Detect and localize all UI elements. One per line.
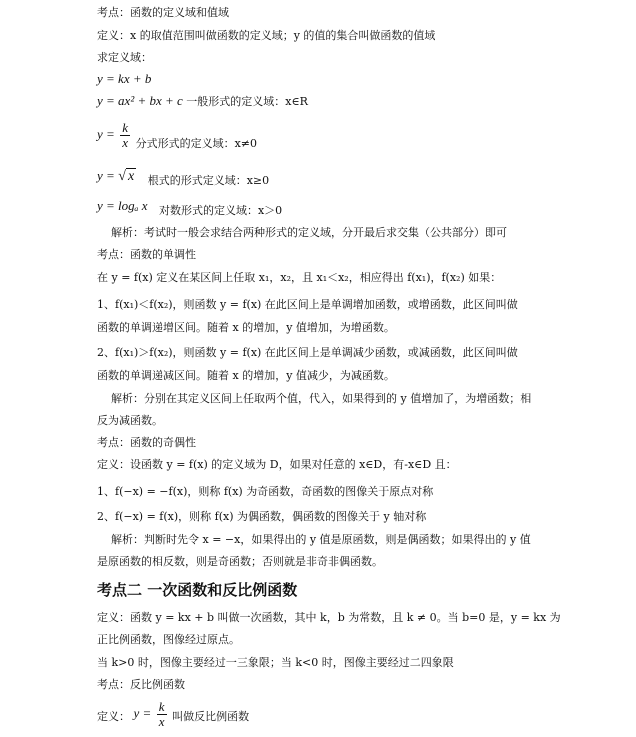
decreasing-case-1: 2、f(x₁)＞f(x₂)，则函数 y = f(x) 在此区间上是单调减少函数，或减函数，此区间叫做 <box>97 346 518 359</box>
topic-inverse-proportion: 考点：反比例函数 <box>97 678 185 691</box>
log-domain-text: 对数形式的定义域：x＞0 <box>158 204 283 217</box>
odd-function-rule: 1、f(−x) = −f(x)，则称 f(x) 为奇函数，奇函数的图像关于原点对称 <box>97 485 434 498</box>
analysis-parity-1: 解析：判断时先令 x = −x，如果得出的 y 值是原函数，则是偶函数；如果得出的 y 值 <box>111 533 531 546</box>
inverse-y-eq: y = <box>133 705 152 721</box>
definition-domain-range: 定义：x 的取值范围叫做函数的定义域；y 的值的集合叫做函数的值域 <box>97 29 436 42</box>
inverse-denominator: x <box>158 714 165 729</box>
inverse-proportion-definition <box>97 700 249 729</box>
linear-function-definition-1: 定义：函数 y = kx + b 叫做一次函数，其中 k，b 为常数，且 k ≠ 0。当 b=0 是，y = kx 为 <box>97 611 561 624</box>
formula-fraction-line <box>97 121 257 150</box>
root-y-eq: y = <box>97 168 115 183</box>
topic-domain-range: 考点：函数的定义域和值域 <box>97 6 229 19</box>
section-heading-2: 考点二 一次函数和反比例函数 <box>97 581 298 599</box>
parity-definition: 定义：设函数 y = f(x) 的定义域为 D，如果对任意的 x∈D，有-x∈D 且： <box>97 458 457 471</box>
formula-root-line <box>97 168 269 185</box>
quadratic-domain-text: 一般形式的定义域：x∈R <box>186 95 308 108</box>
analysis-monotonicity-2: 反为减函数。 <box>97 414 163 427</box>
fraction-k-over-x <box>120 121 130 150</box>
root-domain-text: 根式的形式定义域：x≥0 <box>147 174 270 187</box>
slope-quadrant-rule: 当 k>0 时，图像主要经过一三象限；当 k<0 时，图像主要经过二四象限 <box>97 656 454 669</box>
increasing-case-2: 函数的单调递增区间。随着 x 的增加，y 值增加，为增函数。 <box>97 321 395 334</box>
linear-function-definition-2: 正比例函数，图像经过原点。 <box>97 633 240 646</box>
inverse-fraction <box>157 700 167 729</box>
fraction-numerator: k <box>122 120 129 135</box>
fraction-denominator: x <box>122 135 129 150</box>
sqrt-radicand: x <box>127 169 135 184</box>
formula-log-line <box>97 198 282 215</box>
definition-prefix: 定义： <box>97 709 130 723</box>
decreasing-case-2: 函数的单调递减区间。随着 x 的增加，y 值减少，为减函数。 <box>97 369 395 382</box>
analysis-parity-2: 是原函数的相反数，则是奇函数；否则就是非奇非偶函数。 <box>97 555 383 568</box>
even-function-rule: 2、f(−x) = f(x)，则称 f(x) 为偶函数，偶函数的图像关于 y 轴对称 <box>97 510 427 523</box>
inverse-numerator: k <box>158 699 165 714</box>
increasing-case-1: 1、f(x₁)＜f(x₂)，则函数 y = f(x) 在此区间上是单调增加函数，或增函数，此区间叫做 <box>97 298 518 311</box>
topic-monotonicity: 考点：函数的单调性 <box>97 248 196 261</box>
formula-quadratic: y = ax² + bx + c <box>97 93 183 108</box>
fraction-domain-text: 分式形式的定义域：x≠0 <box>135 136 257 150</box>
analysis-domain: 解析：考试时一般会求结合两种形式的定义域，分开最后求交集（公共部分）即可 <box>111 226 507 239</box>
monotonicity-premise: 在 y = f(x) 定义在某区间上任取 x₁，x₂，且 x₁＜x₂，相应得出 f(x₁)，f(x₂) 如果： <box>97 271 502 284</box>
formula-log: y = logₐ x <box>97 198 148 213</box>
topic-parity: 考点：函数的奇偶性 <box>97 436 196 449</box>
find-domain-label: 求定义域： <box>97 51 152 64</box>
analysis-monotonicity-1: 解析：分别在其定义区间上任取两个值，代入，如果得到的 y 值增加了，为增函数；相 <box>111 392 532 405</box>
definition-suffix: 叫做反比例函数 <box>172 709 250 723</box>
sqrt-x: √ x <box>118 169 135 184</box>
formula-linear: y = kx + b <box>97 71 152 86</box>
formula-quadratic-line <box>97 93 308 110</box>
fraction-y-eq: y = <box>97 126 115 142</box>
